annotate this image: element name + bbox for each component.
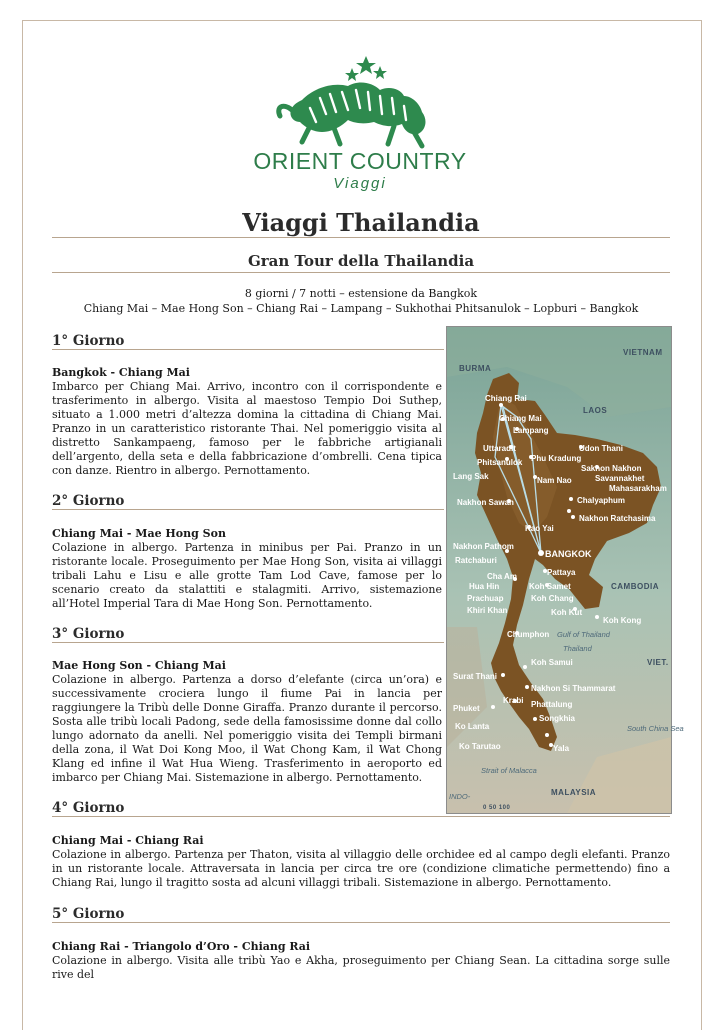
star-icon	[356, 56, 376, 74]
star-icon	[345, 68, 359, 81]
map-city-label: Nakhon Sawan	[457, 498, 514, 507]
map-city-label: Chiang Mai	[499, 414, 542, 423]
map-city-label: Koh Samet	[529, 582, 571, 591]
map-city-label: Chiang Rai	[485, 394, 527, 403]
map-country-cambodia: CAMBODIA	[611, 582, 659, 591]
map-sea-malacca: Strait of Malacca	[481, 766, 537, 775]
page-title: Viaggi Thailandia	[242, 208, 480, 237]
day-3-body	[52, 659, 442, 785]
map-city-label: Koh Kong	[603, 616, 642, 625]
day-1-body	[52, 366, 442, 478]
map-city-label: Sakhon Nakhon	[581, 464, 642, 473]
day-2-body	[52, 527, 442, 611]
map-country-laos: LAOS	[583, 406, 608, 415]
tour-duration: 8 giorni / 7 notti – estensione da Bangkok	[244, 287, 478, 300]
map-city-label: Phattalung	[531, 700, 573, 709]
tour-route: Chiang Mai – Mae Hong Son – Chiang Rai – Lampang – Sukhothai Phitsanulok – Lopburi – Bangkok	[83, 302, 639, 315]
day-4-body	[52, 834, 670, 890]
map-city-label: Songkhia	[539, 714, 576, 723]
map-city-label: Surat Thani	[453, 672, 498, 681]
map-country-thailand: Thailand	[563, 644, 592, 653]
day-1-heading: 1° Giorno	[52, 333, 125, 349]
map-city-label: Nakhon Pathom	[453, 542, 514, 551]
map-city-label: Koh Samui	[531, 658, 573, 667]
thailand-map	[446, 326, 684, 814]
day-5-divider	[52, 922, 670, 923]
day-1-route: Bangkok - Chiang Mai	[52, 366, 190, 379]
map-scale: 0 50 100	[483, 805, 511, 811]
day-2-divider	[52, 509, 444, 510]
day-3-heading: 3° Giorno	[52, 626, 125, 642]
tour-title: Gran Tour della Thailandia	[247, 252, 475, 270]
title-divider	[52, 237, 670, 238]
map-city-label: Khiri Khan	[467, 606, 508, 615]
map-city-label: Ko Tarutao	[459, 742, 501, 751]
map-country-vietnam: VIETNAM	[623, 348, 663, 357]
map-city-label: Phuket	[453, 704, 480, 713]
day-3-divider	[52, 642, 444, 643]
map-sea-indo: INDO-	[449, 792, 471, 801]
map-city-label: Uttaradit	[483, 444, 516, 453]
map-country-viet: VIET.	[647, 658, 669, 667]
map-city-label: Prachuap	[467, 594, 504, 603]
day-2-heading: 2° Giorno	[52, 493, 125, 509]
day-2-route: Chiang Mai - Mae Hong Son	[52, 527, 226, 540]
map-city-label: Nakhon Ratchasima	[579, 514, 656, 523]
map-capital-label: BANGKOK	[545, 549, 592, 559]
brand-name: ORIENT COUNTRY	[253, 148, 467, 174]
day-5-heading: 5° Giorno	[52, 906, 125, 922]
map-city-label: Cha Am	[487, 572, 517, 581]
day-2-text: Colazione in albergo. Partenza in minibus per Pai. Pranzo in un ristorante locale. Proseguimento per Mae Hong Son, visita ai villaggi tribali Lahu e Lisu e alle grotte Tam Lod Cave, famose per lo scenario creato da stalattiti e stalagmiti. Arrivo, sistemazione all’Hotel Imperial Tara di Mae Hong Son. Pernottamento.	[52, 541, 442, 610]
map-city-label: Phu Kradung	[531, 454, 582, 463]
map-city-label: Yala	[553, 744, 570, 753]
day-1-text: Imbarco per Chiang Mai. Arrivo, incontro con il corrispondente e trasferimento in albergo. Visita al maestoso Tempio Doi Suthep, situato a 1.000 metri d’altezza domina la cittadina di Chiang Mai. Pranzo in un caratteristico ristorante Thai. Nel pomeriggio visita al distretto Sankampaeng, famoso per le fabbriche artigianali dell’argento, della seta e della fabbricazione d’ombrelli. Cena tipica con danze. Rientro in albergo. Pernottamento.	[52, 380, 442, 477]
map-city-label: Ratchaburi	[455, 556, 497, 565]
map-city-label: Udon Thani	[579, 444, 623, 453]
map-city-label: Hua Hin	[469, 582, 500, 591]
day-5-text: Colazione in albergo. Visita alle tribù Yao e Akha, proseguimento per Chiang Sean. La cittadina sorge sulle rive del	[52, 954, 670, 981]
map-country-malaysia: MALAYSIA	[551, 788, 597, 797]
day-4-divider	[52, 816, 670, 817]
map-city-label: Pattaya	[547, 568, 576, 577]
map-sea-south-china: South China Sea	[627, 724, 684, 733]
day-1-divider	[52, 349, 444, 350]
map-city-label: Koh Chang	[531, 594, 574, 603]
map-city-label: Savannakhet	[595, 474, 645, 483]
map-city-label: Koh Kut	[551, 608, 583, 617]
map-city-label: Chumphon	[507, 630, 550, 639]
map-city-label: Chalyaphum	[577, 496, 626, 505]
brand-subtitle: Viaggi	[333, 175, 387, 192]
day-3-route: Mae Hong Son - Chiang Mai	[52, 659, 226, 672]
map-city-label: Nakhon Si Thammarat	[531, 684, 616, 693]
day-4-route: Chiang Mai - Chiang Rai	[52, 834, 204, 847]
star-icon	[373, 66, 387, 79]
map-city-label: Mahasarakham	[609, 484, 667, 493]
map-graphic	[447, 327, 684, 813]
map-country-burma: BURMA	[459, 364, 492, 373]
map-sea-gulf: Gulf of Thailand	[557, 630, 610, 639]
map-city-label: Nam Nao	[537, 476, 572, 485]
map-city-label: Phitsanulok	[477, 458, 523, 467]
tour-meta	[52, 286, 670, 316]
map-city-label: Krabi	[503, 696, 524, 705]
day-5-body	[52, 940, 670, 982]
subtitle-divider	[52, 272, 670, 273]
map-city-label: Lampang	[513, 426, 549, 435]
day-5-route: Chiang Rai - Triangolo d’Oro - Chiang Rai	[52, 940, 311, 953]
map-city-label: Ko Lanta	[455, 722, 490, 731]
map-city-label: Lang Sak	[453, 472, 489, 481]
day-3-text: Colazione in albergo. Partenza a dorso d’elefante (circa un’ora) e successivamente crociera lungo il fiume Pai in lancia per raggiungere la Tribù delle Donne Giraffa. Pranzo durante il percorso. Sosta alle tribù locali Padong, sede della famosissime donne dal collo lungo adornato da anelli. Nel pomeriggio visita dei Templi birmani della zona, il Wat Doi Kong Moo, il Wat Chong Kam, il Wat Chong Klang ed infine il Wat Hua Wieng. Trasferimento in aeroporto ed imbarco per Chiang Mai. Sistemazione in albergo. Pernottamento.	[52, 673, 442, 784]
day-4-heading: 4° Giorno	[52, 800, 125, 816]
day-4-text: Colazione in albergo. Partenza per Thaton, visita al villaggio delle orchidee ed al campo degli elefanti. Pranzo in un ristorante locale. Attraversata in lancia per circa tre ore (condizione climatiche permettendo) fino a Chiang Rai, lungo il tragitto sosta ad alcuni villaggi tribali. Sistemazione in albergo. Pernottamento.	[52, 848, 670, 889]
map-city-label: Kao Yai	[525, 524, 554, 533]
